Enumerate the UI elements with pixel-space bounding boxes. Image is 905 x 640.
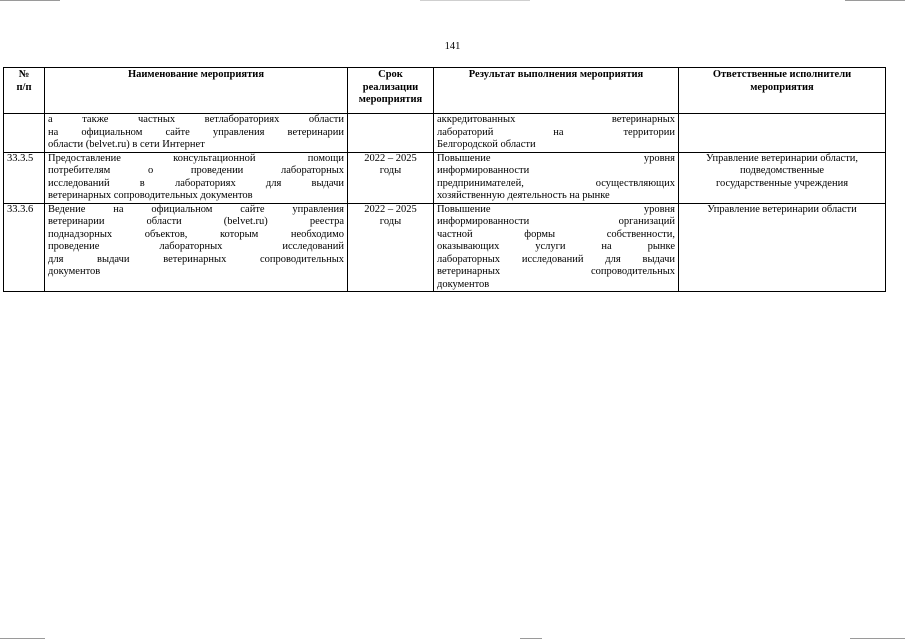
row-result-line: хозяйственную деятельность на рынке xyxy=(437,190,610,201)
header-result: Результат выполнения мероприятия xyxy=(434,68,679,114)
scan-edge-mark xyxy=(520,638,542,639)
row-responsible xyxy=(679,152,886,203)
row-name-line: проведение лабораторных исследований xyxy=(48,241,344,252)
row-name-line: поднадзорных объектов, которым необходимо xyxy=(48,228,344,240)
scan-edge-mark xyxy=(850,638,905,639)
row-name-line: а также частных ветлабораториях области xyxy=(48,114,344,125)
row-name-line: исследований в лабораториях для выдачи xyxy=(48,177,344,189)
header-name: Наименование мероприятия xyxy=(45,68,348,114)
table-body xyxy=(4,114,886,292)
row-term xyxy=(348,203,434,292)
row-name xyxy=(45,114,348,153)
header-responsible xyxy=(679,68,886,114)
row-result-line: информированности xyxy=(437,165,530,176)
row-result-line: Повышение уровня xyxy=(437,203,675,215)
header-term-line: мероприятия xyxy=(358,94,423,105)
row-result-line: предпринимателей, осуществляющих xyxy=(437,177,675,189)
row-result-line: лабораторных исследований для выдачи xyxy=(437,253,675,265)
header-responsible-line: Ответственные исполнители xyxy=(712,69,852,80)
row-term xyxy=(348,152,434,203)
row-name-line: для выдачи ветеринарных сопроводительных xyxy=(48,253,344,265)
table-header-row xyxy=(4,68,886,114)
row-responsible-line: подведомственные xyxy=(739,165,825,176)
row-result-line: информированности организаций xyxy=(437,216,675,227)
row-name-line: на официальном сайте управления ветеринарии xyxy=(48,126,344,138)
header-number-line: № xyxy=(18,69,30,80)
row-number: 33.3.5 xyxy=(4,152,45,203)
row-number: 33.3.6 xyxy=(4,203,45,292)
row-result-line: оказывающих услуги на рынке xyxy=(437,241,675,252)
row-result-line: документов xyxy=(437,278,490,290)
measures-table xyxy=(3,67,886,292)
header-term xyxy=(348,68,434,114)
row-name xyxy=(45,203,348,292)
row-name xyxy=(45,152,348,203)
row-name-line: ветеринарных сопроводительных документов xyxy=(48,190,253,201)
scan-edge-mark xyxy=(0,0,60,1)
header-responsible-line: мероприятия xyxy=(750,81,814,93)
row-term-line: годы xyxy=(379,165,402,176)
scan-edge-mark xyxy=(845,0,905,1)
row-result-line: Повышение уровня xyxy=(437,152,675,164)
header-number xyxy=(4,68,45,114)
row-result xyxy=(434,203,679,292)
table-row xyxy=(4,152,886,203)
scan-edge-mark xyxy=(0,638,45,639)
row-number xyxy=(4,114,45,153)
row-responsible xyxy=(679,203,886,292)
row-result-line: частной формы собственности, xyxy=(437,228,675,240)
row-result-line: ветеринарных сопроводительных xyxy=(437,266,675,277)
page-number: 141 xyxy=(444,41,461,52)
header-number-line: п/п xyxy=(16,81,32,93)
table-row xyxy=(4,203,886,292)
row-result xyxy=(434,114,679,153)
row-responsible-line: Управление ветеринарии области xyxy=(707,203,857,215)
row-name-line: области (belvet.ru) в сети Интернет xyxy=(48,139,205,150)
row-responsible-line: государственные учреждения xyxy=(715,177,849,189)
row-responsible-line: Управление ветеринарии области, xyxy=(705,152,859,164)
row-result-line: лабораторий на территории xyxy=(437,126,675,138)
row-result xyxy=(434,152,679,203)
row-name-line: документов xyxy=(48,266,101,277)
row-name-line: ветеринарии области (belvet.ru) реестра xyxy=(48,216,344,227)
row-responsible xyxy=(679,114,886,153)
row-term-line: годы xyxy=(379,216,402,227)
row-term xyxy=(348,114,434,153)
row-name-line: Предоставление консультационной помощи xyxy=(48,152,344,164)
row-result-line: аккредитованных ветеринарных xyxy=(437,114,675,125)
row-term-line: 2022 – 2025 xyxy=(364,203,417,215)
header-term-line: реализации xyxy=(362,81,419,93)
table-row xyxy=(4,114,886,153)
header-term-line: Срок xyxy=(378,69,403,80)
row-name-line: Ведение на официальном сайте управления xyxy=(48,203,344,215)
row-term-line: 2022 – 2025 xyxy=(364,152,417,164)
row-name-line: потребителям о проведении лабораторных xyxy=(48,165,344,176)
row-result-line: Белгородской области xyxy=(437,139,536,150)
scan-edge-mark xyxy=(420,0,530,1)
